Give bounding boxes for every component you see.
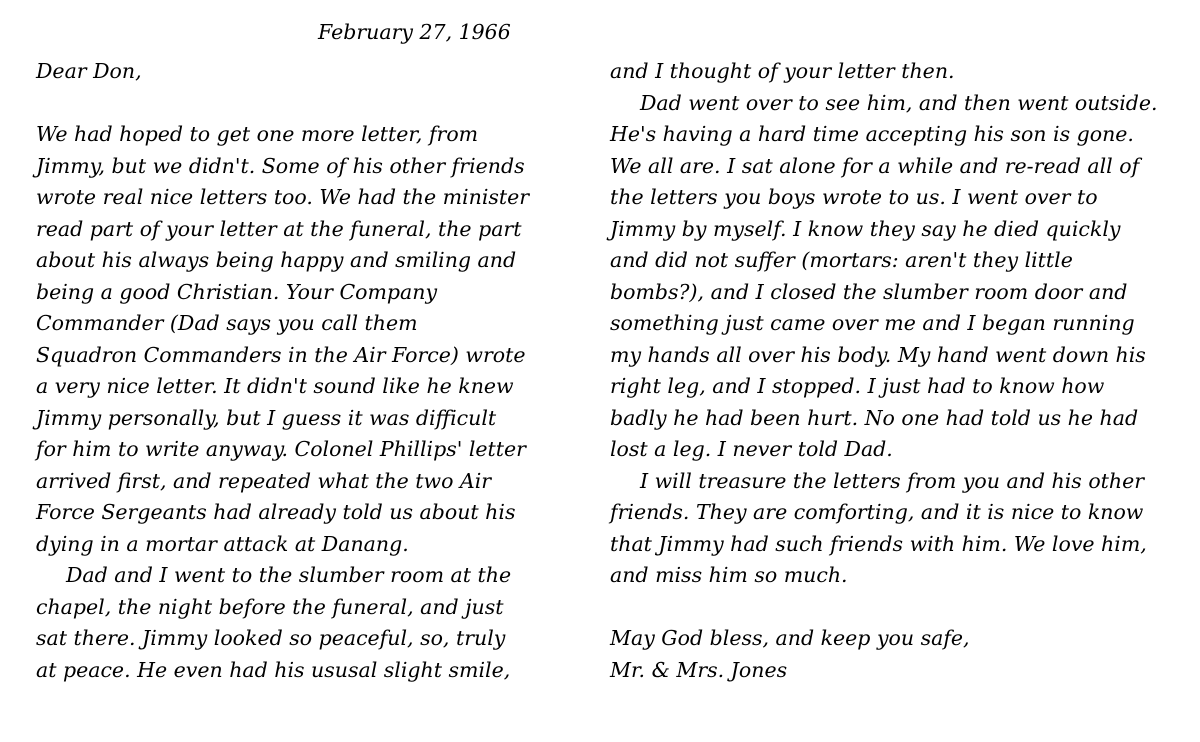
letter-line: at peace. He even had his ususal slight smile, — [36, 657, 511, 682]
letter-line: and did not suffer (mortars: aren't they little — [610, 248, 1073, 272]
letter-line: We had hoped to get one more letter, from — [36, 122, 479, 146]
letter-line: friends. They are comforting, and it is nice to know — [610, 500, 1144, 524]
letter-date: February 27, 1966 — [318, 20, 511, 44]
letter-line: for him to write anyway. Colonel Phillips' letter — [36, 437, 526, 461]
letter-line: and miss him so much. — [610, 563, 848, 587]
letter-line: being a good Christian. Your Company — [36, 279, 438, 304]
letter-line: bombs?), and I closed the slumber room door and — [610, 279, 1128, 304]
letter-line: something just came over me and I began running — [610, 311, 1135, 335]
letter-line: read part of your letter at the funeral, the part — [36, 216, 522, 241]
closing: May God bless, and keep you safe, — [610, 626, 970, 650]
letter-line: arrived first, and repeated what the two Air — [36, 468, 492, 493]
letter-line: Dad and I went to the slumber room at the — [66, 563, 512, 587]
letter-line: that Jimmy had such friends with him. We love him, — [610, 531, 1147, 556]
letter-line: and I thought of your letter then. — [610, 59, 955, 83]
letter-line: the letters you boys wrote to us. I went over to — [610, 185, 1098, 209]
letter-right-column — [610, 56, 1185, 686]
letter-line: Jimmy personally, but I guess it was difficult — [36, 405, 497, 430]
letter-line: Force Sergeants had already told us about his — [36, 500, 516, 524]
salutation: Dear Don, — [36, 59, 142, 83]
letter-line: Jimmy by myself. I know they say he died quickly — [610, 216, 1121, 241]
letter-line: about his always being happy and smiling and — [36, 248, 517, 272]
letter-line: Jimmy, but we didn't. Some of his other friends — [36, 153, 525, 178]
signature: Mr. & Mrs. Jones — [610, 657, 788, 682]
letter-line: Dad went over to see him, and then went outside. — [640, 90, 1158, 115]
letter-line: right leg, and I stopped. I just had to know how — [610, 374, 1105, 398]
letter-line: dying in a mortar attack at Danang. — [36, 531, 409, 556]
letter-line: Squadron Commanders in the Air Force) wrote — [36, 342, 526, 367]
letter-line: wrote real nice letters too. We had the minister — [36, 185, 530, 209]
letter-line: We all are. I sat alone for a while and re-read all of — [610, 153, 1140, 178]
letter-line: my hands all over his body. My hand went down his — [610, 342, 1146, 367]
letter-left-column — [36, 56, 566, 686]
letter-line: chapel, the night before the funeral, and just — [36, 594, 504, 619]
letter-line: He's having a hard time accepting his son is gone. — [610, 122, 1134, 146]
letter-line: badly he had been hurt. No one had told us he had — [610, 405, 1139, 430]
paragraph-spacer — [36, 88, 566, 120]
letter-line: sat there. Jimmy looked so peaceful, so, truly — [36, 626, 506, 650]
paragraph-spacer — [610, 592, 1185, 624]
letter-line: lost a leg. I never told Dad. — [610, 437, 893, 461]
letter-line: Commander (Dad says you call them — [36, 311, 418, 335]
letter-line: I will treasure the letters from you and his other — [640, 468, 1145, 493]
letter-line: a very nice letter. It didn't sound like he knew — [36, 374, 514, 398]
